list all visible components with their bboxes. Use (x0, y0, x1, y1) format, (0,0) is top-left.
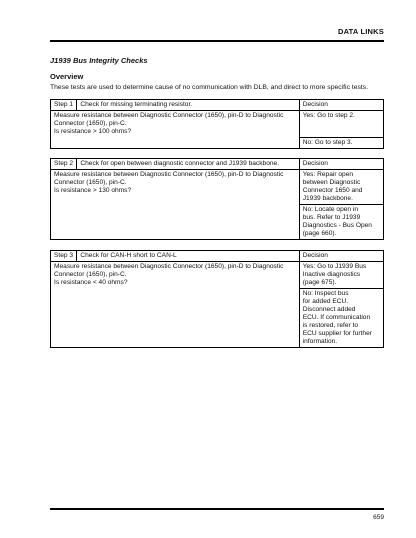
page-title: J1939 Bus Integrity Checks (50, 56, 148, 65)
decision-line: (page 675). (302, 279, 337, 286)
overview-heading: Overview (50, 72, 84, 81)
step-title: Check for open between diagnostic connector and J1939 backbone. (77, 159, 299, 170)
bottom-rule (50, 508, 384, 510)
decision-line: No: Go to step 3. (302, 139, 353, 146)
decision-header: Decision (299, 159, 383, 170)
decision-line: (page 660). (302, 230, 337, 237)
decision-line: information. (302, 338, 338, 345)
decision-line: Yes: Go to step 2. (302, 112, 355, 119)
decision-line: No: Inspect bus (302, 290, 349, 297)
step-label: Step 2 (51, 159, 77, 170)
decision-no (299, 138, 383, 149)
procedure-line: Measure resistance between Diagnostic Connector (1650), pin-D to Diagnostic (54, 112, 284, 119)
decision-line: No: Locate open in (302, 206, 359, 213)
decision-line: bus. Refer to J1939 (302, 214, 361, 221)
decision-line: between Diagnostic (302, 179, 361, 186)
procedure-line: Is resistance < 40 ohms? (54, 279, 128, 286)
step-label: Step 1 (51, 100, 77, 111)
section-header: DATA LINKS (337, 27, 384, 36)
decision-line: Yes: Repair open (302, 171, 354, 178)
decision-line: J1939 backbone. (302, 195, 353, 202)
overview-text: These tests are used to determine cause of no communication with DLB, and direct to more specific tests. (50, 84, 369, 91)
decision-line: Disconnect added (302, 306, 356, 313)
step-procedure (51, 111, 300, 149)
page-number: 659 (373, 514, 384, 521)
procedure-line: Measure resistance between Diagnostic Connector (1650), pin-D to Diagnostic (54, 171, 284, 178)
procedure-line: Is resistance > 100 ohms? (54, 128, 132, 135)
procedure-line: Connector (1650), pin-C. (54, 120, 127, 127)
step-1-table (50, 99, 384, 149)
procedure-line: Measure resistance between Diagnostic Connector (1650), pin-D to Diagnostic (54, 263, 284, 270)
decision-no (299, 289, 383, 348)
step-title: Check for missing terminating resistor. (77, 100, 299, 111)
step-procedure (51, 262, 300, 348)
step-procedure (51, 170, 300, 240)
decision-line: Diagnostics - Bus Open (302, 222, 372, 229)
decision-no (299, 205, 383, 240)
decision-yes (299, 111, 383, 138)
procedure-line: Connector (1650), pin-C. (54, 179, 127, 186)
step-3-table (50, 250, 384, 348)
step-title: Check for CAN-H short to CAN-L (77, 251, 299, 262)
step-2-table (50, 158, 384, 240)
procedure-line: Is resistance > 130 ohms? (54, 187, 132, 194)
decision-header: Decision (299, 100, 383, 111)
decision-line: ECU. If communication (302, 314, 371, 321)
decision-line: ECU supplier for further (302, 330, 372, 337)
decision-line: Yes: Go to J1939 Bus (302, 263, 367, 270)
top-rule (50, 40, 384, 42)
decision-line: Connector 1650 and (302, 187, 363, 194)
step-label: Step 3 (51, 251, 77, 262)
decision-line: Inactive diagnostics (302, 271, 361, 278)
procedure-line: Connector (1650), pin-C. (54, 271, 127, 278)
decision-line: for added ECU. (302, 298, 349, 305)
decision-header: Decision (299, 251, 383, 262)
decision-yes (299, 262, 383, 289)
decision-line: is restored, refer to (302, 322, 359, 329)
decision-yes (299, 170, 383, 205)
